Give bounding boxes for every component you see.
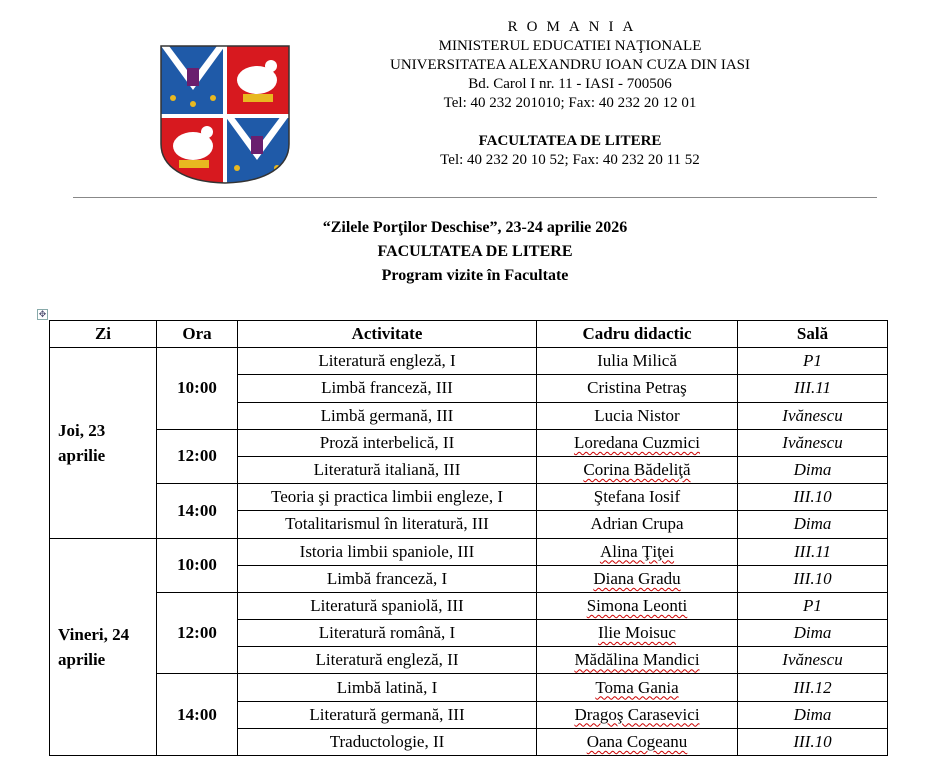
room-cell: III.10 [738, 565, 888, 592]
header-activity: Activitate [238, 321, 537, 348]
activity-cell: Totalitarismul în literatură, III [238, 511, 537, 538]
activity-cell: Limbă franceză, III [238, 375, 537, 402]
teacher-cell [537, 565, 738, 592]
teacher-cell [537, 429, 738, 456]
country-name: ROMANIA [507, 19, 643, 35]
teacher-name: Corina Bădeliţă [583, 460, 691, 480]
room-cell: Dima [738, 620, 888, 647]
event-faculty: FACULTATEA DE LITERE [377, 243, 573, 260]
room-cell: Ivănescu [738, 647, 888, 674]
activity-cell: Literatură engleză, I [238, 348, 537, 375]
activity-cell: Proză interbelică, II [238, 429, 537, 456]
activity-cell: Literatură română, I [238, 620, 537, 647]
room-cell: P1 [738, 348, 888, 375]
university-crest-logo [159, 44, 291, 185]
day-cell: Vineri, 24 aprilie [50, 538, 157, 756]
room-cell: Ivănescu [738, 402, 888, 429]
teacher-name: Toma Gania [595, 677, 679, 697]
university-phone: Tel: 40 232 201010; Fax: 40 232 20 12 01 [443, 95, 697, 111]
room-cell: III.11 [738, 375, 888, 402]
header-divider [73, 197, 877, 198]
event-subtitle: Program vizite în Facultate [381, 267, 569, 284]
teacher-name: Simona Leonti [586, 595, 688, 615]
teacher-cell: Lucia Nistor [537, 402, 738, 429]
faculty-phone: Tel: 40 232 20 10 52; Fax: 40 232 20 11 52 [440, 152, 700, 168]
room-cell: III.10 [738, 728, 888, 755]
table-row [50, 674, 888, 701]
teacher-name: Oana Cogeanu [586, 731, 688, 751]
faculty-name: FACULTATEA DE LITERE [478, 133, 662, 149]
table-move-handle-icon[interactable]: ✥ [38, 309, 47, 319]
room-cell: III.10 [738, 484, 888, 511]
table-header-row [50, 321, 888, 348]
activity-cell: Istoria limbii spaniole, III [238, 538, 537, 565]
table-row [50, 484, 888, 511]
teacher-name: Alina Ţiţei [599, 541, 675, 561]
table-row [50, 429, 888, 456]
activity-cell: Traductologie, II [238, 728, 537, 755]
document-titles [40, 216, 910, 288]
teacher-cell [537, 620, 738, 647]
ministry-name: MINISTERUL EDUCATIEI NAŢIONALE [438, 38, 702, 54]
letterhead [300, 18, 840, 170]
activity-cell: Literatură engleză, II [238, 647, 537, 674]
schedule-table [49, 320, 888, 756]
header-teacher: Cadru didactic [537, 321, 738, 348]
day-cell: Joi, 23 aprilie [50, 348, 157, 538]
room-cell: Dima [738, 511, 888, 538]
teacher-cell: Ştefana Iosif [537, 484, 738, 511]
university-name: UNIVERSITATEA ALEXANDRU IOAN CUZA DIN IASI [389, 57, 751, 73]
teacher-name: Ilie Moisuc [598, 623, 676, 643]
room-cell: III.12 [738, 674, 888, 701]
teacher-cell [537, 701, 738, 728]
time-cell: 14:00 [157, 484, 238, 538]
room-cell: P1 [738, 592, 888, 619]
teacher-cell: Iulia Milică [537, 348, 738, 375]
activity-cell: Literatură spaniolă, III [238, 592, 537, 619]
header-day: Zi [50, 321, 157, 348]
table-row [50, 348, 888, 375]
header-time: Ora [157, 321, 238, 348]
activity-cell: Limbă latină, I [238, 674, 537, 701]
table-row [50, 538, 888, 565]
activity-cell: Teoria şi practica limbii engleze, I [238, 484, 537, 511]
teacher-name: Loredana Cuzmici [573, 432, 701, 452]
teacher-cell [537, 456, 738, 483]
activity-cell: Limbă franceză, I [238, 565, 537, 592]
teacher-name: Dragoş Carasevici [574, 704, 700, 724]
teacher-cell [537, 538, 738, 565]
teacher-cell: Cristina Petraş [537, 375, 738, 402]
university-address: Bd. Carol I nr. 11 - IASI - 700506 [468, 76, 672, 92]
teacher-cell [537, 728, 738, 755]
time-cell: 12:00 [157, 429, 238, 483]
teacher-cell: Adrian Crupa [537, 511, 738, 538]
teacher-name: Diana Gradu [593, 568, 681, 588]
time-cell: 10:00 [157, 538, 238, 592]
teacher-cell [537, 592, 738, 619]
header-room: Sală [738, 321, 888, 348]
time-cell: 12:00 [157, 592, 238, 674]
teacher-name: Mădălina Mandici [574, 650, 700, 670]
activity-cell: Literatură germană, III [238, 701, 537, 728]
room-cell: Dima [738, 456, 888, 483]
activity-cell: Literatură italiană, III [238, 456, 537, 483]
teacher-cell [537, 647, 738, 674]
table-row [50, 592, 888, 619]
room-cell: Dima [738, 701, 888, 728]
room-cell: Ivănescu [738, 429, 888, 456]
room-cell: III.11 [738, 538, 888, 565]
time-cell: 14:00 [157, 674, 238, 756]
teacher-cell [537, 674, 738, 701]
time-cell: 10:00 [157, 348, 238, 430]
event-title: “Zilele Porţilor Deschise”, 23-24 aprilie 2026 [322, 219, 628, 236]
activity-cell: Limbă germană, III [238, 402, 537, 429]
